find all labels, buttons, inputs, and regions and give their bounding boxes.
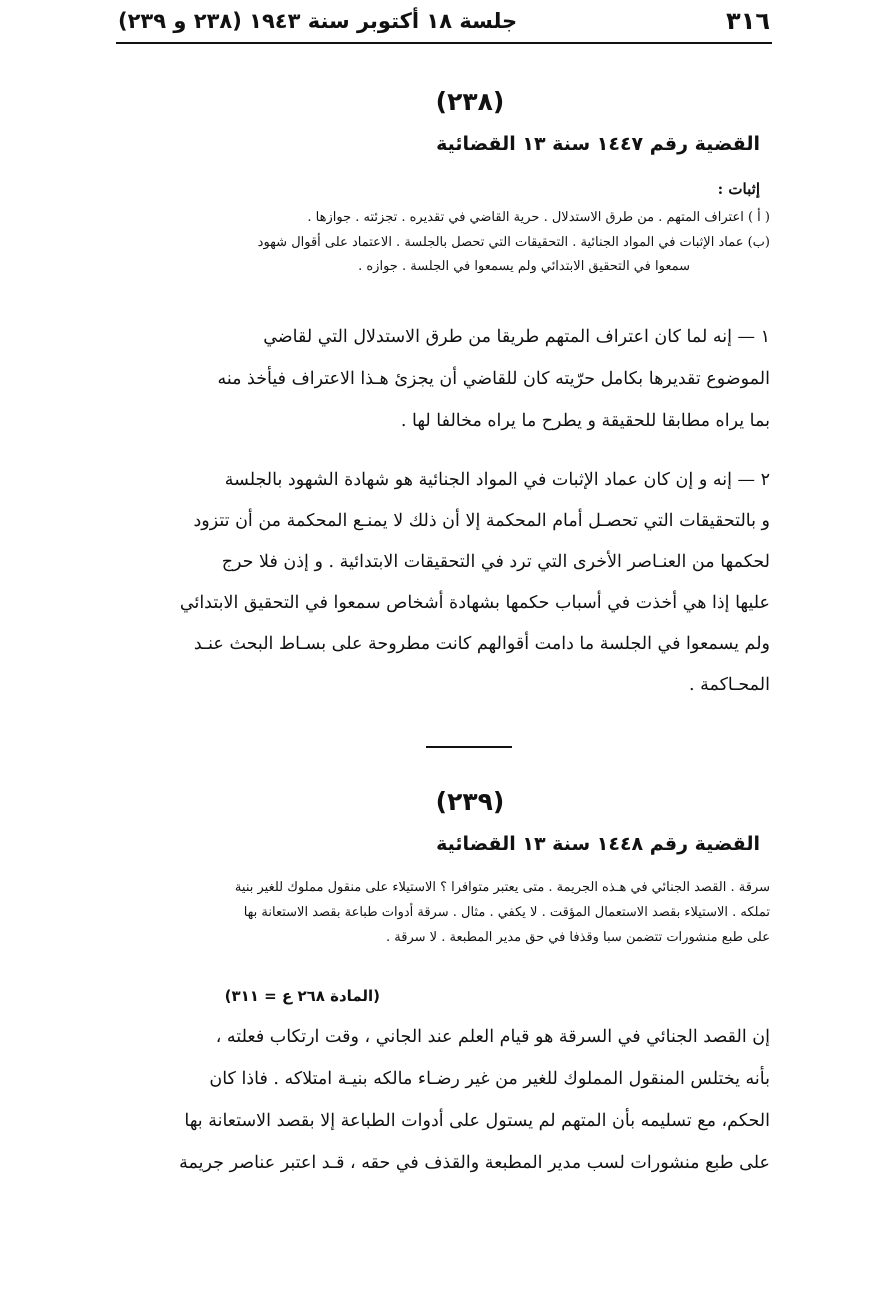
case-239-number: (٢٣٩) [435,787,505,816]
paragraph-line: الحكم، مع تسليمه بأن المتهم لم يستول على أدوات الطباعة إلا بقصد الاستعانة بها [184,1111,770,1131]
summary-line: سرقة . القصد الجنائي في هـذه الجريمة . متى يعتبر متوافرا ؟ الاستيلاء على منقول مملوك للغير بنية [234,880,770,895]
case-238-summary [130,206,770,302]
case-239-paragraph [120,1016,770,1192]
section-divider [426,746,512,748]
summary-line: ( أ ) اعتراف المتهم . من طرق الاستدلال . حرية القاضي في تقديره . تجزئته . جوازها . [307,210,770,225]
case-238-number: (٢٣٨) [435,87,505,116]
header-rule [116,42,772,44]
summary-line: (ب) عماد الإثبات في المواد الجنائية . التحقيقات التي تحصل بالجلسة . الاعتماد على أقوال شهود [257,235,770,250]
case-239-summary [128,876,770,972]
page-number: ٣١٦ [726,7,770,35]
summary-line: تملكه . الاستيلاء بقصد الاستعمال المؤقت . لا يكفي . مثال . سرقة أدوات طباعة بقصد الاستعانة بها [243,905,770,920]
paragraph-line: و بالتحقيقات التي تحصـل أمام المحكمة إلا أن ذلك لا يمنـع المحكمة من أن تتزود [193,511,770,531]
running-header [118,4,770,38]
paragraph-line: الموضوع تقديرها بكامل حرّيته كان للقاضي أن يجزئ هـذا الاعتراف فيأخذ منه [217,369,770,389]
case-238-title: القضية رقم ١٤٤٧ سنة ١٣ القضائية [436,133,760,155]
case-238-topic-label: إثبات : [717,180,760,198]
paragraph-line: بما يراه مطابقا للحقيقة و يطرح ما يراه مخالفا لها . [400,411,770,431]
law-reference: (المادة ٢٦٨ ع = ٣١١) [224,987,380,1005]
paragraph-line: إن القصد الجنائي في السرقة هو قيام العلم عند الجاني ، وقت ارتكاب فعلته ، [215,1027,770,1047]
paragraph-line: لحكمها من العنـاصر الأخرى التي ترد في التحقيقات الابتدائية . و إذن فلا حرج [221,552,770,572]
case-238-paragraph-1 [130,316,770,446]
summary-line: على طبع منشورات تتضمن سبا وقذفا في حق مدير المطبعة . لا سرقة . [386,930,770,945]
paragraph-line: على طبع منشورات لسب مدير المطبعة والقذف في حقه ، قـد اعتبر عناصر جريمة [179,1153,770,1173]
paragraph-line: ولم يسمعوا في الجلسة ما دامت أقوالهم كانت مطروحة على بسـاط البحث عنـد [193,634,770,654]
paragraph-line: بأنه يختلس المنقول المملوك للغير من غير رضـاء مالكه بنيـة امتلاكه . فاذا كان [209,1069,770,1089]
header-title: جلسة ١٨ أكتوبر سنة ١٩٤٣ (٢٣٨ و ٢٣٩) [118,9,518,33]
case-238-paragraph-2 [130,460,770,722]
paragraph-line: ٢ — إنه و إن كان عماد الإثبات في المواد الجنائية هو شهادة الشهود بالجلسة [224,470,770,490]
case-239-title: القضية رقم ١٤٤٨ سنة ١٣ القضائية [436,833,760,855]
paragraph-line: ١ — إنه لما كان اعتراف المتهم طريقا من طرق الاستدلال التي لقاضي [263,327,770,347]
summary-line: سمعوا في التحقيق الابتدائي ولم يسمعوا في الجلسة . جوازه . [358,259,690,274]
paragraph-line: المحـاكمة . [688,675,770,695]
paragraph-line: عليها إذا هي أخذت في أسباب حكمها بشهادة أشخاص سمعوا في التحقيق الابتدائي [179,593,770,613]
